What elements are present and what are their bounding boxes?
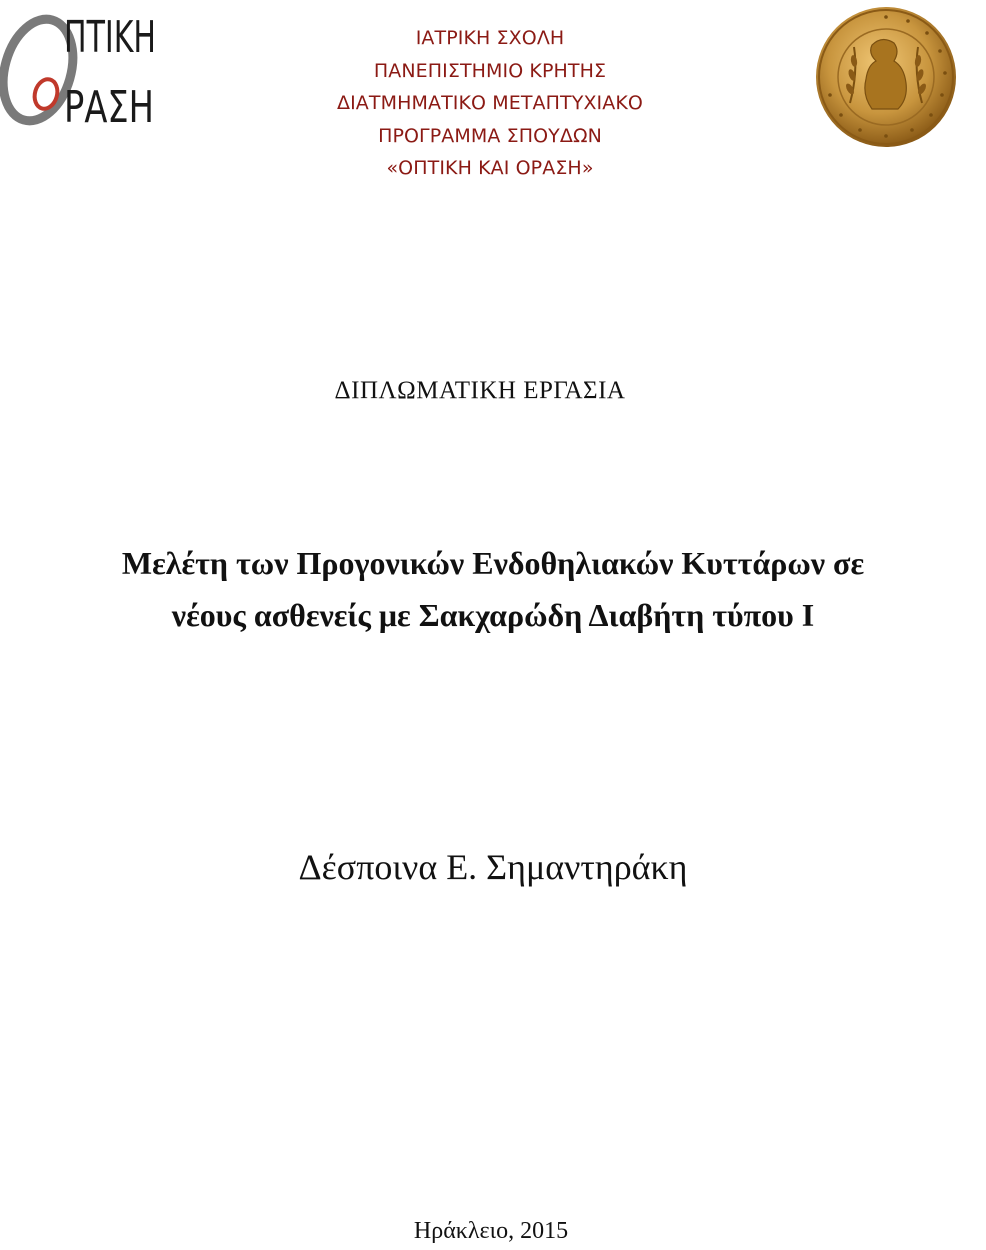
header-school: ΙΑΤΡΙΚΗ ΣΧΟΛΗ xyxy=(415,27,565,49)
thesis-title-line2: νέους ασθενείς με Σακχαρώδη Διαβήτη τύπου Ι xyxy=(171,597,815,633)
document-type: ΔΙΠΛΩΜΑΤΙΚΗ ΕΡΓΑΣΙΑ xyxy=(334,377,626,404)
institution-header xyxy=(290,22,690,185)
author-name: Δέσποινα Ε. Σημαντηράκη xyxy=(298,847,688,887)
header-program-line2: ΠΡΟΓΡΑΜΜΑ ΣΠΟΥΔΩΝ xyxy=(378,124,602,147)
thesis-title xyxy=(0,537,986,641)
logo-line2: ΡΑΣΗ xyxy=(64,82,154,133)
logo-line1: ΠΤΙΚΗ xyxy=(64,12,156,63)
header-university: ΠΑΝΕΠΙΣΤΗΜΙΟ ΚΡΗΤΗΣ xyxy=(373,59,607,82)
place-and-year: Ηράκλειο, 2015 xyxy=(413,1218,569,1244)
university-seal-icon xyxy=(814,5,958,149)
thesis-title-line1: Μελέτη των Προγονικών Ενδοθηλιακών Κυττάρων σε xyxy=(121,545,865,581)
header-program-line1: ΔΙΑΤΜΗΜΑΤΙΚΟ ΜΕΤΑΠΤΥΧΙΑΚΟ xyxy=(337,92,643,115)
optiki-orasi-logo xyxy=(0,6,165,133)
header-program-name: «ΟΠΤΙΚΗ ΚΑΙ ΟΡΑΣΗ» xyxy=(386,157,594,180)
